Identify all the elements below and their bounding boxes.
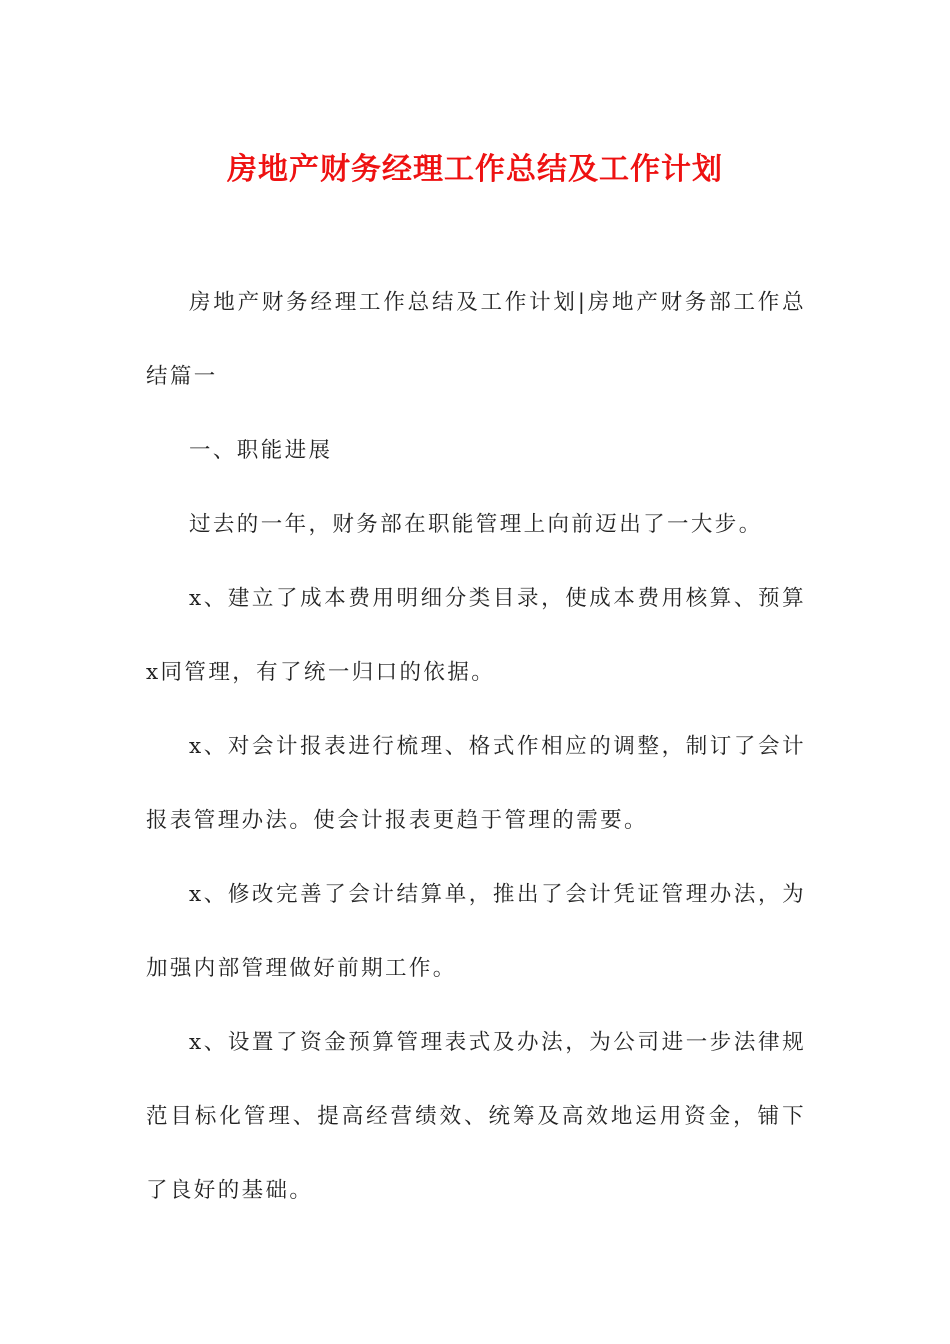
paragraph-heading-line: 房地产财务经理工作总结及工作计划|房地产财务部工作总结篇一 <box>146 290 806 389</box>
document-title: 房地产财务经理工作总结及工作计划 <box>227 152 723 187</box>
paragraph-intro: 过去的一年，财务部在职能管理上向前迈出了一大步。 <box>189 512 763 537</box>
paragraph-item-settlement-slips: x、修改完善了会计结算单，推出了会计凭证管理办法，为加强内部管理做好前期工作。 <box>146 882 806 981</box>
section-heading-functions: 一、职能进展 <box>189 438 333 463</box>
paragraph-item-cost-catalog: x、建立了成本费用明细分类目录，使成本费用核算、预算x同管理，有了统一归口的依据。 <box>146 586 806 685</box>
document-body <box>146 266 806 1228</box>
paragraph-item-accounting-reports: x、对会计报表进行梳理、格式作相应的调整，制订了会计报表管理办法。使会计报表更趋于管理的需要。 <box>146 734 806 833</box>
paragraph-item-fund-budget: x、设置了资金预算管理表式及办法，为公司进一步法律规范目标化管理、提高经营绩效、统筹及高效地运用资金，铺下了良好的基础。 <box>146 1030 806 1203</box>
